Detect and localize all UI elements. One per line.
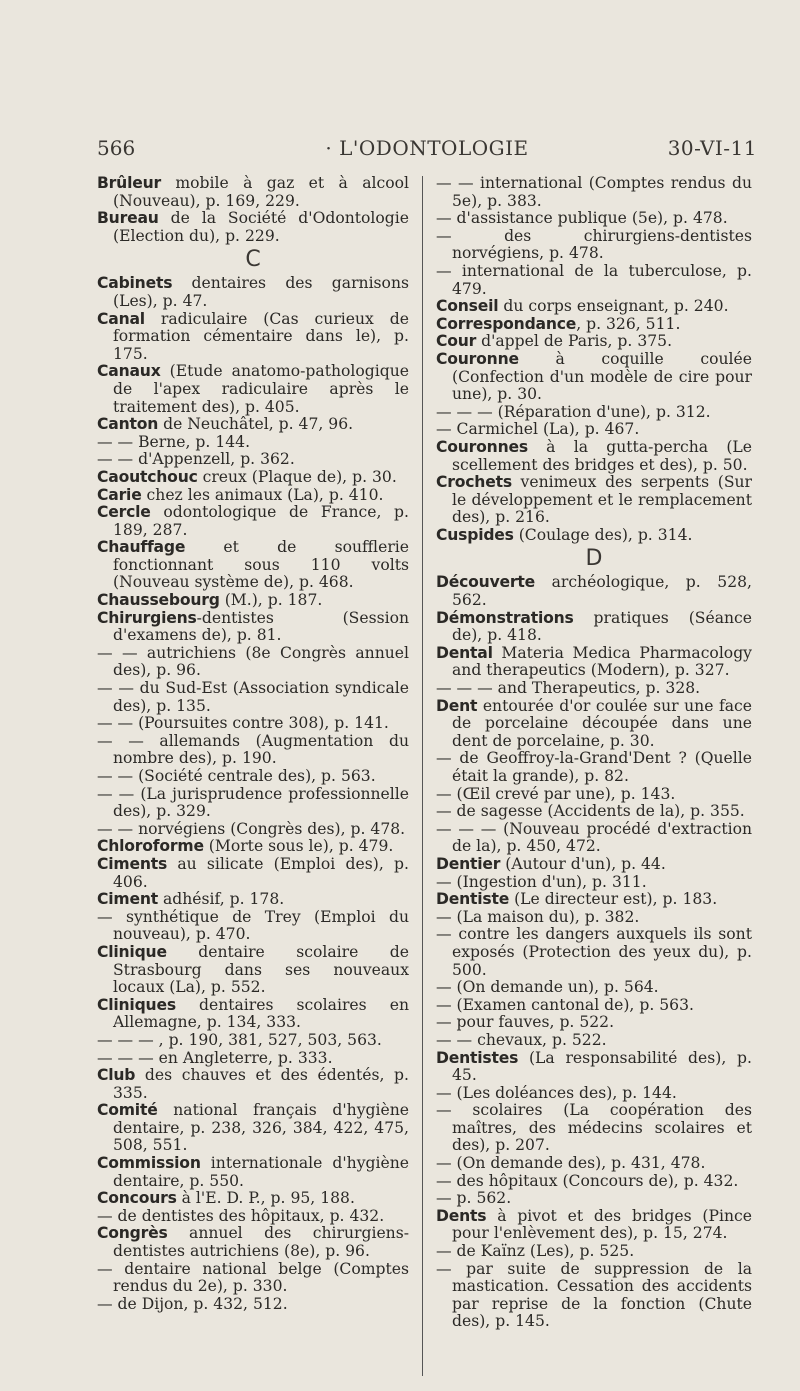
index-entry <box>436 1155 752 1173</box>
entry-text: — des chirurgiens-dentistes norvégiens, p. 478. <box>436 226 752 263</box>
entry-text: — pour fauves, p. 522. <box>436 1013 615 1032</box>
index-entry <box>97 1261 409 1296</box>
entry-text: (Autour d'un), p. 44. <box>500 854 666 873</box>
index-entry <box>436 821 752 856</box>
entry-text: — contre les dangers auxquels ils sont exposés (Protection des yeux du), p. 500. <box>436 925 752 979</box>
index-entry <box>97 175 409 210</box>
running-title: · L'ODONTOLOGIE <box>325 136 529 160</box>
entry-text: — (Les doléances des), p. 144. <box>436 1083 677 1102</box>
entry-heading: Dentistes <box>436 1048 519 1067</box>
index-entry <box>436 1014 752 1032</box>
index-entry <box>97 1208 409 1226</box>
index-entry <box>97 469 409 487</box>
entry-heading: Brûleur <box>97 174 161 192</box>
index-entry <box>436 979 752 997</box>
index-entry <box>97 1050 409 1068</box>
index-entry <box>436 997 752 1015</box>
index-entry <box>97 891 409 909</box>
entry-heading: Dentiste <box>436 890 510 909</box>
entry-heading: Ciments <box>97 854 168 873</box>
entry-text: venimeux des serpents (Sur le développement et le remplacement des), p. 216. <box>452 473 752 527</box>
entry-text: chez les animaux (La), p. 410. <box>141 485 384 504</box>
index-entry <box>436 574 752 609</box>
entry-text: — Carmichel (La), p. 467. <box>436 420 640 439</box>
index-entry <box>97 715 409 733</box>
page-number: 566 <box>97 136 136 160</box>
entry-text: — — Berne, p. 144. <box>97 432 251 451</box>
index-entry <box>436 926 752 979</box>
entry-text: (Morte sous le), p. 479. <box>203 837 394 856</box>
index-entry <box>436 856 752 874</box>
entry-text: de la Société d'Odontologie (Election du), p. 229. <box>113 209 409 245</box>
index-entry <box>97 210 409 245</box>
index-entry <box>97 592 409 610</box>
entry-text: à pivot et des bridges (Pince pour l'enlèvement des), p. 15, 274. <box>452 1206 752 1243</box>
index-entry <box>97 838 409 856</box>
index-entry <box>436 680 752 698</box>
entry-text: — international de la tuberculose, p. 479. <box>436 261 752 298</box>
index-entry <box>97 451 409 469</box>
entry-text: — de Dijon, p. 432, 512. <box>97 1294 288 1313</box>
entry-heading: Dentier <box>436 854 501 873</box>
index-entry <box>436 698 752 751</box>
entry-text: à la gutta-percha (Le scellement des bridges et des), p. 50. <box>452 437 752 474</box>
entry-text: internationale d'hygiène dentaire, p. 550. <box>113 1154 409 1190</box>
entry-heading: Dents <box>436 1206 487 1225</box>
entry-heading: Couronne <box>436 349 519 368</box>
entry-text: — des hôpitaux (Concours de), p. 432. <box>436 1171 739 1190</box>
index-entry <box>436 874 752 892</box>
index-entry <box>97 539 409 592</box>
entry-text: — — — , p. 190, 381, 527, 503, 563. <box>97 1030 382 1049</box>
index-entry <box>436 645 752 680</box>
index-entry <box>97 311 409 364</box>
index-entry <box>436 1032 752 1050</box>
index-entry <box>436 1261 752 1331</box>
index-entry <box>97 504 409 539</box>
index-entry <box>436 909 752 927</box>
index-entry <box>436 210 752 228</box>
index-entry <box>436 527 752 545</box>
entry-text: odontologique de France, p. 189, 287. <box>113 503 409 539</box>
entry-text: — synthétique de Trey (Emploi du nouveau), p. 470. <box>97 907 409 944</box>
entry-text: radiculaire (Cas curieux de formation cémentaire dans le), p. 175. <box>113 309 409 363</box>
entry-text: — — — en Angleterre, p. 333. <box>97 1048 333 1067</box>
entry-text: archéologique, p. 528, 562. <box>452 573 752 610</box>
section-letter: C <box>245 247 261 273</box>
entry-text: — par suite de suppression de la mastication. Cessation des accidents par reprise de la fonction (Chute des), p. 145. <box>436 1259 752 1331</box>
entry-text: — de Geoffroy-la-Grand'Dent ? (Quelle était la grande), p. 82. <box>436 749 752 785</box>
index-entry <box>436 803 752 821</box>
entry-heading: Cliniques <box>97 995 176 1014</box>
entry-heading: Comité <box>97 1101 158 1120</box>
entry-text: — de Kaïnz (Les), p. 525. <box>436 1242 635 1261</box>
index-entry <box>436 891 752 909</box>
entry-heading: Chauffage <box>97 538 186 557</box>
entry-text: — p. 562. <box>436 1189 512 1208</box>
entry-heading: Cabinets <box>97 274 173 293</box>
index-entry <box>97 909 409 944</box>
index-column-right <box>436 175 752 1331</box>
index-entry <box>436 610 752 645</box>
entry-text: pratiques (Séance de), p. 418. <box>452 608 752 645</box>
entry-text: — — norvégiens (Congrès des), p. 478. <box>97 819 406 838</box>
index-entry <box>436 228 752 263</box>
index-entry <box>97 1190 409 1208</box>
entry-heading: Cercle <box>97 503 151 522</box>
entry-text: mobile à gaz et à alcool (Nouveau), p. 169, 229. <box>113 174 409 210</box>
entry-text: — — (Société centrale des), p. 563. <box>97 767 376 785</box>
entry-text: — (Œil crevé par une), p. 143. <box>436 784 676 803</box>
entry-text: adhésif, p. 178. <box>157 890 285 909</box>
index-entry <box>436 439 752 474</box>
index-entry <box>436 1243 752 1261</box>
entry-text: à l'E. D. P., p. 95, 188. <box>176 1189 355 1208</box>
index-entry <box>436 175 752 210</box>
entry-heading: Couronnes <box>436 437 528 456</box>
page-header <box>97 136 757 166</box>
entry-heading: Conseil <box>436 297 499 316</box>
entry-heading: Caoutchouc <box>97 467 198 486</box>
index-entry <box>436 316 752 334</box>
index-entry <box>436 351 752 404</box>
entry-text: annuel des chirurgiens-dentistes autrichiens (8e), p. 96. <box>113 1224 409 1261</box>
issue-date: 30-VI-11 <box>667 136 757 160</box>
entry-text: — — — and Therapeutics, p. 328. <box>436 679 701 698</box>
index-entry <box>97 1102 409 1155</box>
entry-heading: Correspondance <box>436 314 577 333</box>
entry-text: à coquille coulée (Confection d'un modèle de cire pour une), p. 30. <box>452 349 752 404</box>
entry-text: (Le directeur est), p. 183. <box>509 890 718 909</box>
index-entry <box>97 434 409 452</box>
index-entry <box>97 944 409 997</box>
entry-heading: Commission <box>97 1154 201 1173</box>
entry-heading: Carie <box>97 485 142 504</box>
entry-text: — d'assistance publique (5e), p. 478. <box>436 209 728 228</box>
entry-text: — (La maison du), p. 382. <box>436 907 640 926</box>
entry-heading: Cuspides <box>436 525 514 544</box>
entry-heading: Club <box>97 1066 136 1085</box>
entry-text: et de soufflerie fonctionnant sous 110 volts (Nouveau système de), p. 468. <box>113 538 409 592</box>
entry-text: — — (Poursuites contre 308), p. 141. <box>97 714 389 733</box>
entry-heading: Canaux <box>97 362 161 381</box>
entry-text: — — international (Comptes rendus du 5e), p. 383. <box>436 174 752 210</box>
entry-heading: Démonstrations <box>436 608 574 627</box>
index-entry <box>97 733 409 768</box>
index-entry <box>97 1155 409 1190</box>
entry-text: — (On demande un), p. 564. <box>436 978 659 997</box>
index-entry <box>97 821 409 839</box>
entry-text: — (On demande des), p. 431, 478. <box>436 1154 706 1173</box>
entry-text: — — (La jurisprudence professionnelle des), p. 329. <box>97 784 409 821</box>
entry-heading: Canton <box>97 415 159 434</box>
index-entry <box>436 1173 752 1191</box>
entry-text: Materia Medica Pharmacology and therapeutics (Modern), p. 327. <box>452 643 752 680</box>
index-entry <box>97 610 409 645</box>
entry-text: dentaire scolaire de Strasbourg dans ses nouveaux locaux (La), p. 552. <box>113 942 409 997</box>
entry-text: — — allemands (Augmentation du nombre des), p. 190. <box>97 731 409 768</box>
index-entry <box>436 1050 752 1085</box>
index-entry <box>97 275 409 310</box>
entry-text: national français d'hygiène dentaire, p. 238, 326, 384, 422, 475, 508, 551. <box>113 1101 409 1155</box>
index-entry <box>436 1102 752 1155</box>
entry-heading: Crochets <box>436 473 512 492</box>
entry-heading: Découverte <box>436 573 536 592</box>
entry-text: — de dentistes des hôpitaux, p. 432. <box>97 1206 385 1225</box>
index-entry <box>97 416 409 434</box>
index-entry <box>436 1190 752 1208</box>
index-entry <box>97 1225 409 1260</box>
entry-heading: Canal <box>97 309 145 328</box>
entry-text: — de sagesse (Accidents de la), p. 355. <box>436 802 745 821</box>
index-entry <box>97 768 409 786</box>
entry-heading: Dent <box>436 696 478 715</box>
entry-heading: Cour <box>436 332 477 351</box>
entry-heading: Ciment <box>97 890 158 909</box>
entry-text: au silicate (Emploi des), p. 406. <box>113 854 409 891</box>
index-entry <box>436 786 752 804</box>
entry-text: du corps enseignant, p. 240. <box>498 297 729 316</box>
index-entry <box>436 1085 752 1103</box>
entry-heading: Clinique <box>97 942 167 961</box>
entry-text: creux (Plaque de), p. 30. <box>197 467 397 486</box>
index-entry <box>436 1208 752 1243</box>
entry-text: d'appel de Paris, p. 375. <box>476 332 673 351</box>
entry-text: — — chevaux, p. 522. <box>436 1030 607 1049</box>
index-entry <box>436 474 752 527</box>
index-entry <box>97 363 409 416</box>
entry-heading: Chloroforme <box>97 837 204 856</box>
entry-heading: Bureau <box>97 209 159 228</box>
index-column-left <box>97 175 409 1313</box>
entry-text: — — — (Réparation d'une), p. 312. <box>436 402 711 421</box>
index-entry <box>97 645 409 680</box>
entry-heading: Dental <box>436 643 493 662</box>
entry-text: dentaires scolaires en Allemagne, p. 134, 333. <box>113 995 409 1032</box>
entry-text: (M.), p. 187. <box>219 591 323 610</box>
entry-heading: Congrès <box>97 1224 168 1243</box>
entry-text: — — — (Nouveau procédé d'extraction de la), p. 450, 472. <box>436 819 752 856</box>
entry-text: dentaires des garnisons (Les), p. 47. <box>113 274 409 310</box>
entry-text: — (Ingestion d'un), p. 311. <box>436 872 647 891</box>
index-entry <box>97 997 409 1032</box>
index-entry <box>436 750 752 785</box>
entry-text: — dentaire national belge (Comptes rendus du 2e), p. 330. <box>97 1259 409 1296</box>
entry-text: — — d'Appenzell, p. 362. <box>97 450 295 469</box>
entry-text: -dentistes (Session d'examens de), p. 81. <box>113 608 409 645</box>
index-entry <box>97 1032 409 1050</box>
entry-text: (La responsabilité des), p. 45. <box>452 1048 752 1085</box>
entry-text: (Coulage des), p. 314. <box>513 525 693 544</box>
index-entry <box>436 421 752 439</box>
entry-text: — — autrichiens (8e Congrès annuel des), p. 96. <box>97 643 409 680</box>
entry-heading: Chaussebourg <box>97 591 220 610</box>
entry-text: — (Examen cantonal de), p. 563. <box>436 995 694 1014</box>
column-divider <box>422 176 423 1376</box>
index-entry <box>97 856 409 891</box>
index-entry <box>97 1296 409 1314</box>
entry-text: des chauves et des édentés, p. 335. <box>113 1066 409 1102</box>
entry-heading: Chirurgiens <box>97 608 197 627</box>
index-entry <box>436 298 752 316</box>
index-entry <box>97 487 409 505</box>
entry-text: — scolaires (La coopération des maîtres, des médecins scolaires et des), p. 207. <box>436 1101 752 1155</box>
entry-text: — — du Sud-Est (Association syndicale des), p. 135. <box>97 679 409 715</box>
entry-text: entourée d'or coulée sur une face de porcelaine découpée dans une dent de porcelaine, p. 30. <box>452 696 752 750</box>
index-entry <box>97 786 409 821</box>
entry-text: , p. 326, 511. <box>576 314 681 333</box>
entry-text: (Etude anatomo-pathologique de l'apex radiculaire après le traitement des), p. 405. <box>113 362 409 416</box>
section-letter: D <box>585 546 603 572</box>
index-entry <box>436 404 752 422</box>
index-entry <box>436 263 752 298</box>
entry-text: de Neuchâtel, p. 47, 96. <box>158 415 354 434</box>
index-entry <box>97 1067 409 1102</box>
index-entry <box>97 680 409 715</box>
index-entry <box>436 333 752 351</box>
entry-heading: Concours <box>97 1189 177 1208</box>
